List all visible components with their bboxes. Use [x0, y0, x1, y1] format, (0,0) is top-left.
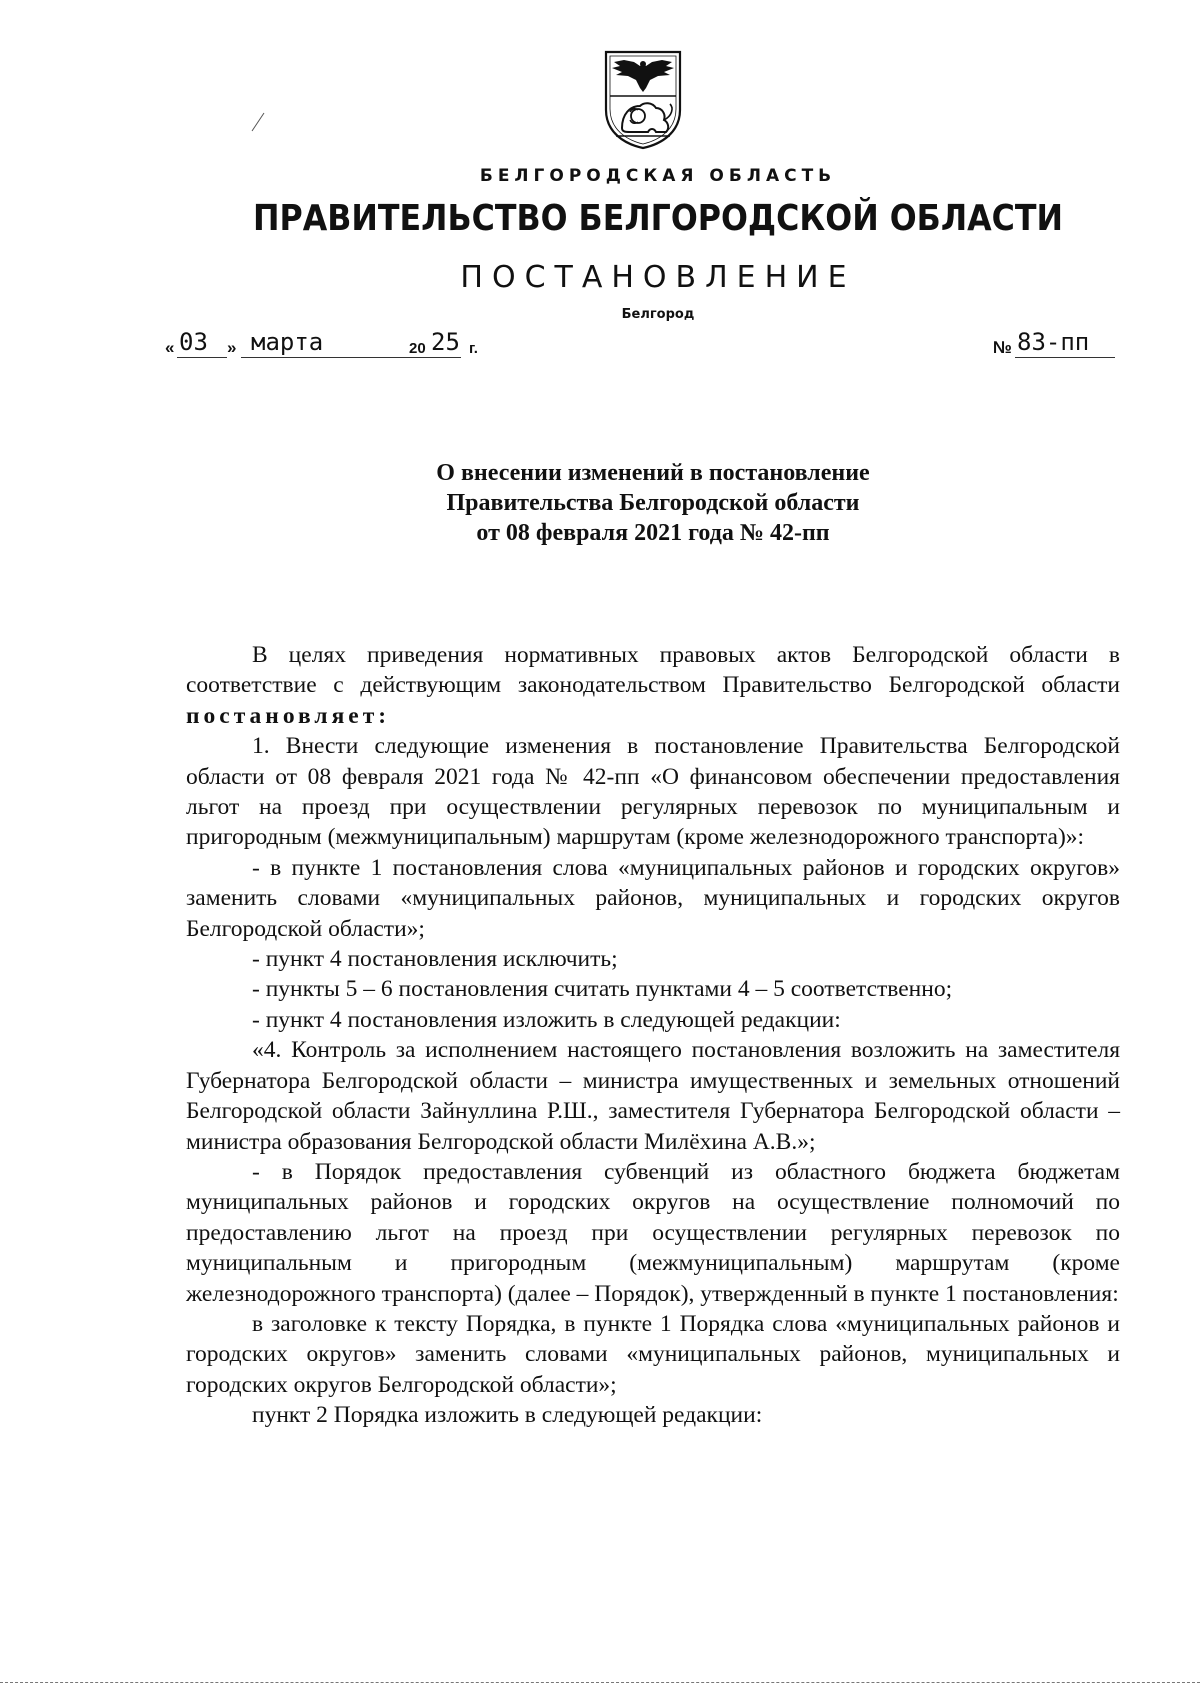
year-prefix: 20 [409, 340, 426, 357]
coat-of-arms-icon [600, 48, 686, 150]
number-sign: № [993, 338, 1012, 357]
government-name: ПРАВИТЕЛЬСТВО БЕЛГОРОДСКОЙ ОБЛАСТИ [252, 198, 1064, 239]
year-underline [409, 357, 461, 358]
page-bottom-edge [0, 1682, 1200, 1683]
document-title [180, 458, 1126, 548]
city-name: Белгород [621, 307, 695, 322]
resolves-word: постановляет: [186, 702, 391, 729]
title-line-3: от 08 февраля 2021 года № 42-пп [476, 520, 830, 546]
paragraph-amendment-4: - пункт 4 постановления изложить в следующей редакции: [252, 1006, 841, 1033]
date-open-quote: « [165, 338, 175, 357]
paragraph-amendment-2: - пункт 4 постановления исключить; [252, 946, 618, 973]
region-name: БЕЛГОРОДСКАЯ ОБЛАСТЬ [479, 166, 837, 186]
title-line-2: Правительства Белгородской области [446, 490, 860, 516]
number-underline [1015, 357, 1115, 358]
paragraph-amendment-3: - пункты 5 – 6 постановления считать пунктами 4 – 5 соответственно; [252, 976, 953, 1003]
paragraph-item-1: 1. Внести следующие изменения в постановление Правительства Белгородской области от 08 февраля 2021 года № 42-пп «О финансовом обеспечении предоставления льгот на проезд при осуществлении регулярных перевозок по муниципальным и пригородным (межмуниципальным) маршрутам (кроме железнодорожного транспорта)»: [186, 733, 1120, 851]
date-number-row [165, 328, 1115, 358]
paragraph-amendment-1: - в пункте 1 постановления слова «муниципальных районов и городских округов» заменить словами «муниципальных районов, муниципальных и городских округов Белгородской области»; [186, 854, 1120, 942]
document-number: 83-пп [1017, 328, 1090, 356]
title-line-1: О внесении изменений в постановление [436, 460, 870, 486]
paragraph-control-clause: «4. Контроль за исполнением настоящего постановления возложить на заместителя Губернатора Белгородской области – министра имущественных и земельных отношений Белгородской области Зайнуллина Р.Ш., заместителя Губернатора Белгородской области – министра образования Белгородской области Милёхина А.В.»; [186, 1037, 1120, 1155]
paragraph-procedure-title: в заголовке к тексту Порядка, в пункте 1 Порядка слова «муниципальных районов и городских округов» заменить словами «муниципальных районов, муниципальных и городских округов Белгородской области»; [186, 1310, 1120, 1398]
month-underline [241, 357, 409, 358]
date-day: 03 [179, 328, 208, 356]
pen-mark [250, 112, 266, 132]
day-underline [177, 357, 227, 358]
preamble-text: В целях приведения нормативных правовых актов Белгородской области в соответствие с действующим законодательством Правительство Белгородской области [186, 642, 1120, 699]
paragraph-procedure: - в Порядок предоставления субвенций из областного бюджета бюджетам муниципальных районов и городских округов на осуществление полномочий по предоставлению льгот на проезд при осуществлении регулярных перевозок по муниципальным и пригородным (межмуниципальным) маршрутам (кроме железнодорожного транспорта) (далее – Порядок), утвержденный в пункте 1 постановления: [186, 1158, 1120, 1307]
year-mark: г. [469, 340, 478, 357]
paragraph-procedure-item-2: пункт 2 Порядка изложить в следующей редакции: [252, 1402, 763, 1429]
document-body [186, 640, 1120, 1431]
date-close-quote: » [227, 338, 237, 357]
year-suffix: 25 [431, 328, 460, 356]
document-type: ПОСТАНОВЛЕНИЕ [460, 260, 856, 295]
date-month: марта [251, 328, 324, 356]
paragraph-preamble [186, 640, 1120, 731]
